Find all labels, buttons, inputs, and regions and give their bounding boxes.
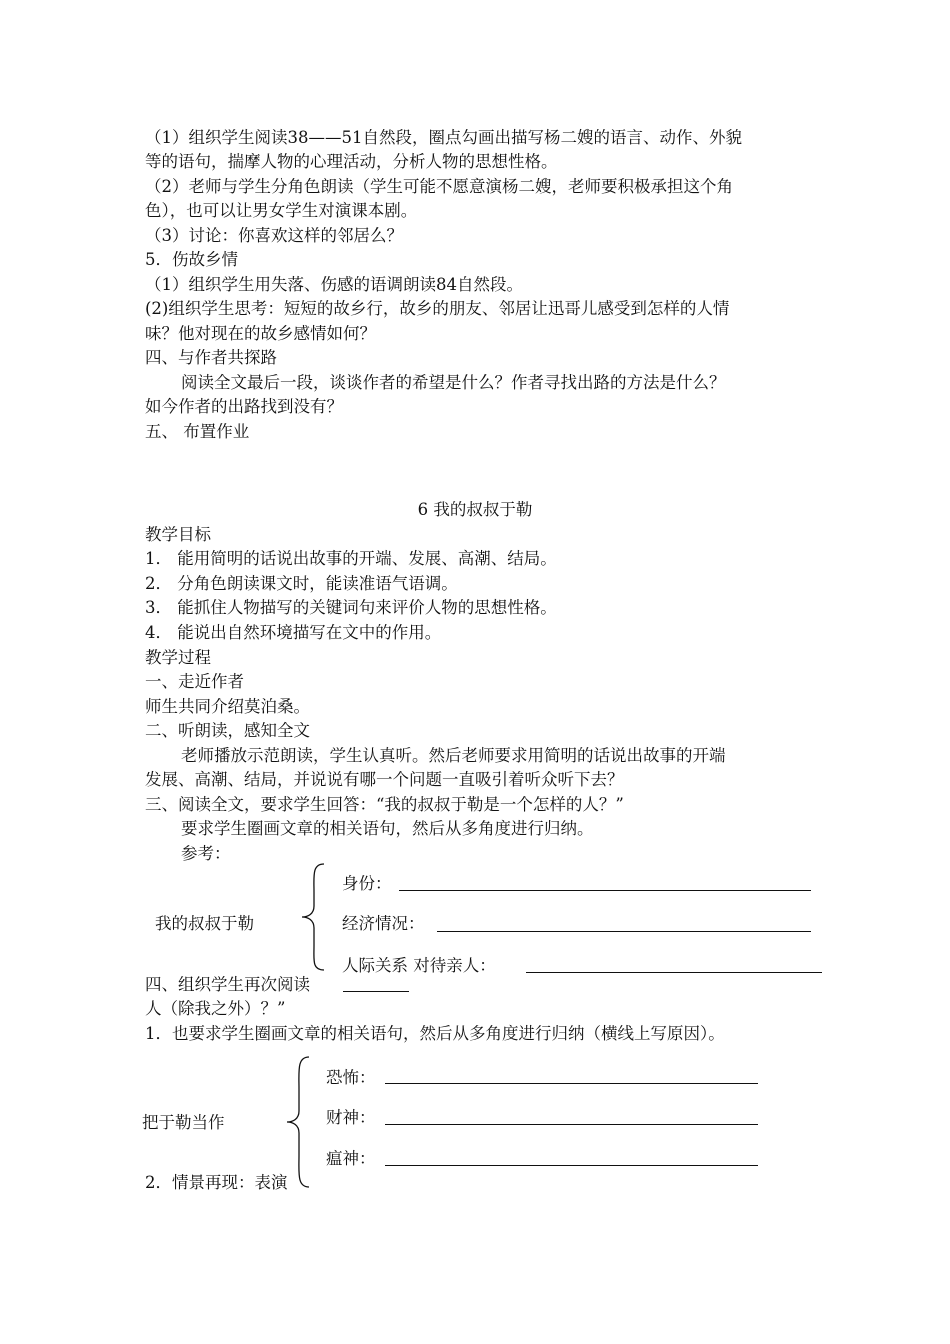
answer-blank bbox=[437, 931, 811, 932]
text-line: （3）讨论：你喜欢这样的邻居么？ bbox=[145, 226, 403, 245]
text-line: 等的语句，揣摩人物的心理活动，分析人物的思想性格。 bbox=[145, 152, 558, 171]
text-line: 人（除我之外）？” bbox=[145, 999, 286, 1018]
section-heading: 二、听朗读，感知全文 bbox=[145, 721, 310, 740]
text-line: 师生共同介绍莫泊桑。 bbox=[145, 697, 310, 716]
answer-blank bbox=[385, 1165, 758, 1166]
goal-item: 4． 能说出自然环境描写在文中的作用。 bbox=[145, 623, 442, 642]
section-heading: 5．伤故乡情 bbox=[145, 250, 238, 269]
section-heading: 四、组织学生再次阅读 bbox=[145, 975, 310, 994]
text-line: 1．也要求学生圈画文章的相关语句，然后从多角度进行归纳（横线上写原因）。 bbox=[145, 1024, 725, 1043]
text-line: 阅读全文最后一段，谈谈作者的希望是什么？作者寻找出路的方法是什么？ bbox=[181, 373, 726, 392]
goal-item: 1． 能用简明的话说出故事的开端、发展、高潮、结局。 bbox=[145, 549, 557, 568]
text-line: 味？他对现在的故乡感情如何？ bbox=[145, 324, 376, 343]
goal-item: 2． 分角色朗读课文时，能读准语气语调。 bbox=[145, 574, 458, 593]
text-line: 色），也可以让男女学生对演课本剧。 bbox=[145, 201, 418, 220]
answer-blank bbox=[385, 1083, 758, 1084]
diagram-item: 身份： bbox=[342, 874, 392, 893]
answer-blank bbox=[526, 972, 822, 973]
diagram-item: 人际关系 对待亲人： bbox=[342, 956, 496, 975]
text-line: （1）组织学生用失落、伤感的语调朗读84自然段。 bbox=[145, 275, 523, 294]
section-heading: 教学过程 bbox=[145, 648, 211, 667]
diagram-item: 恐怖： bbox=[326, 1068, 376, 1087]
answer-blank bbox=[343, 991, 409, 992]
left-brace-icon bbox=[300, 862, 326, 972]
section-heading: 四、与作者共探路 bbox=[145, 348, 277, 367]
section-heading: 教学目标 bbox=[145, 525, 211, 544]
text-line: 要求学生圈画文章的相关语句，然后从多角度进行归纳。 bbox=[181, 819, 594, 838]
text-line: 发展、高潮、结局，并说说有哪一个问题一直吸引着听众听下去？ bbox=[145, 770, 624, 789]
diagram-label: 把于勒当作 bbox=[142, 1113, 225, 1132]
text-line: (2)组织学生思考：短短的故乡行，故乡的朋友、邻居让迅哥儿感受到怎样的人情 bbox=[145, 299, 730, 318]
text-line: 参考： bbox=[181, 844, 231, 863]
diagram-item: 财神： bbox=[326, 1108, 376, 1127]
text-line: （1）组织学生阅读38——51自然段，圈点勾画出描写杨二嫂的语言、动作、外貌 bbox=[145, 128, 742, 147]
diagram-item: 经济情况： bbox=[342, 914, 425, 933]
text-line: 老师播放示范朗读，学生认真听。然后老师要求用简明的话说出故事的开端 bbox=[181, 746, 726, 765]
section-heading: 五、 布置作业 bbox=[145, 422, 250, 441]
text-line: 2．情景再现：表演 bbox=[145, 1173, 288, 1192]
diagram-label: 我的叔叔于勒 bbox=[155, 914, 254, 933]
goal-item: 3． 能抓住人物描写的关键词句来评价人物的思想性格。 bbox=[145, 598, 557, 617]
lesson-title: 6 我的叔叔于勒 bbox=[417, 500, 533, 519]
text-line: 如今作者的出路找到没有？ bbox=[145, 397, 343, 416]
text-line: （2）老师与学生分角色朗读（学生可能不愿意演杨二嫂，老师要积极承担这个角 bbox=[145, 177, 733, 196]
section-heading: 一、走近作者 bbox=[145, 672, 244, 691]
section-heading: 三、阅读全文，要求学生回答：“我的叔叔于勒是一个怎样的人？” bbox=[145, 795, 624, 814]
left-brace-icon bbox=[285, 1055, 311, 1189]
answer-blank bbox=[385, 1124, 758, 1125]
answer-blank bbox=[399, 890, 811, 891]
diagram-item: 瘟神： bbox=[326, 1149, 376, 1168]
